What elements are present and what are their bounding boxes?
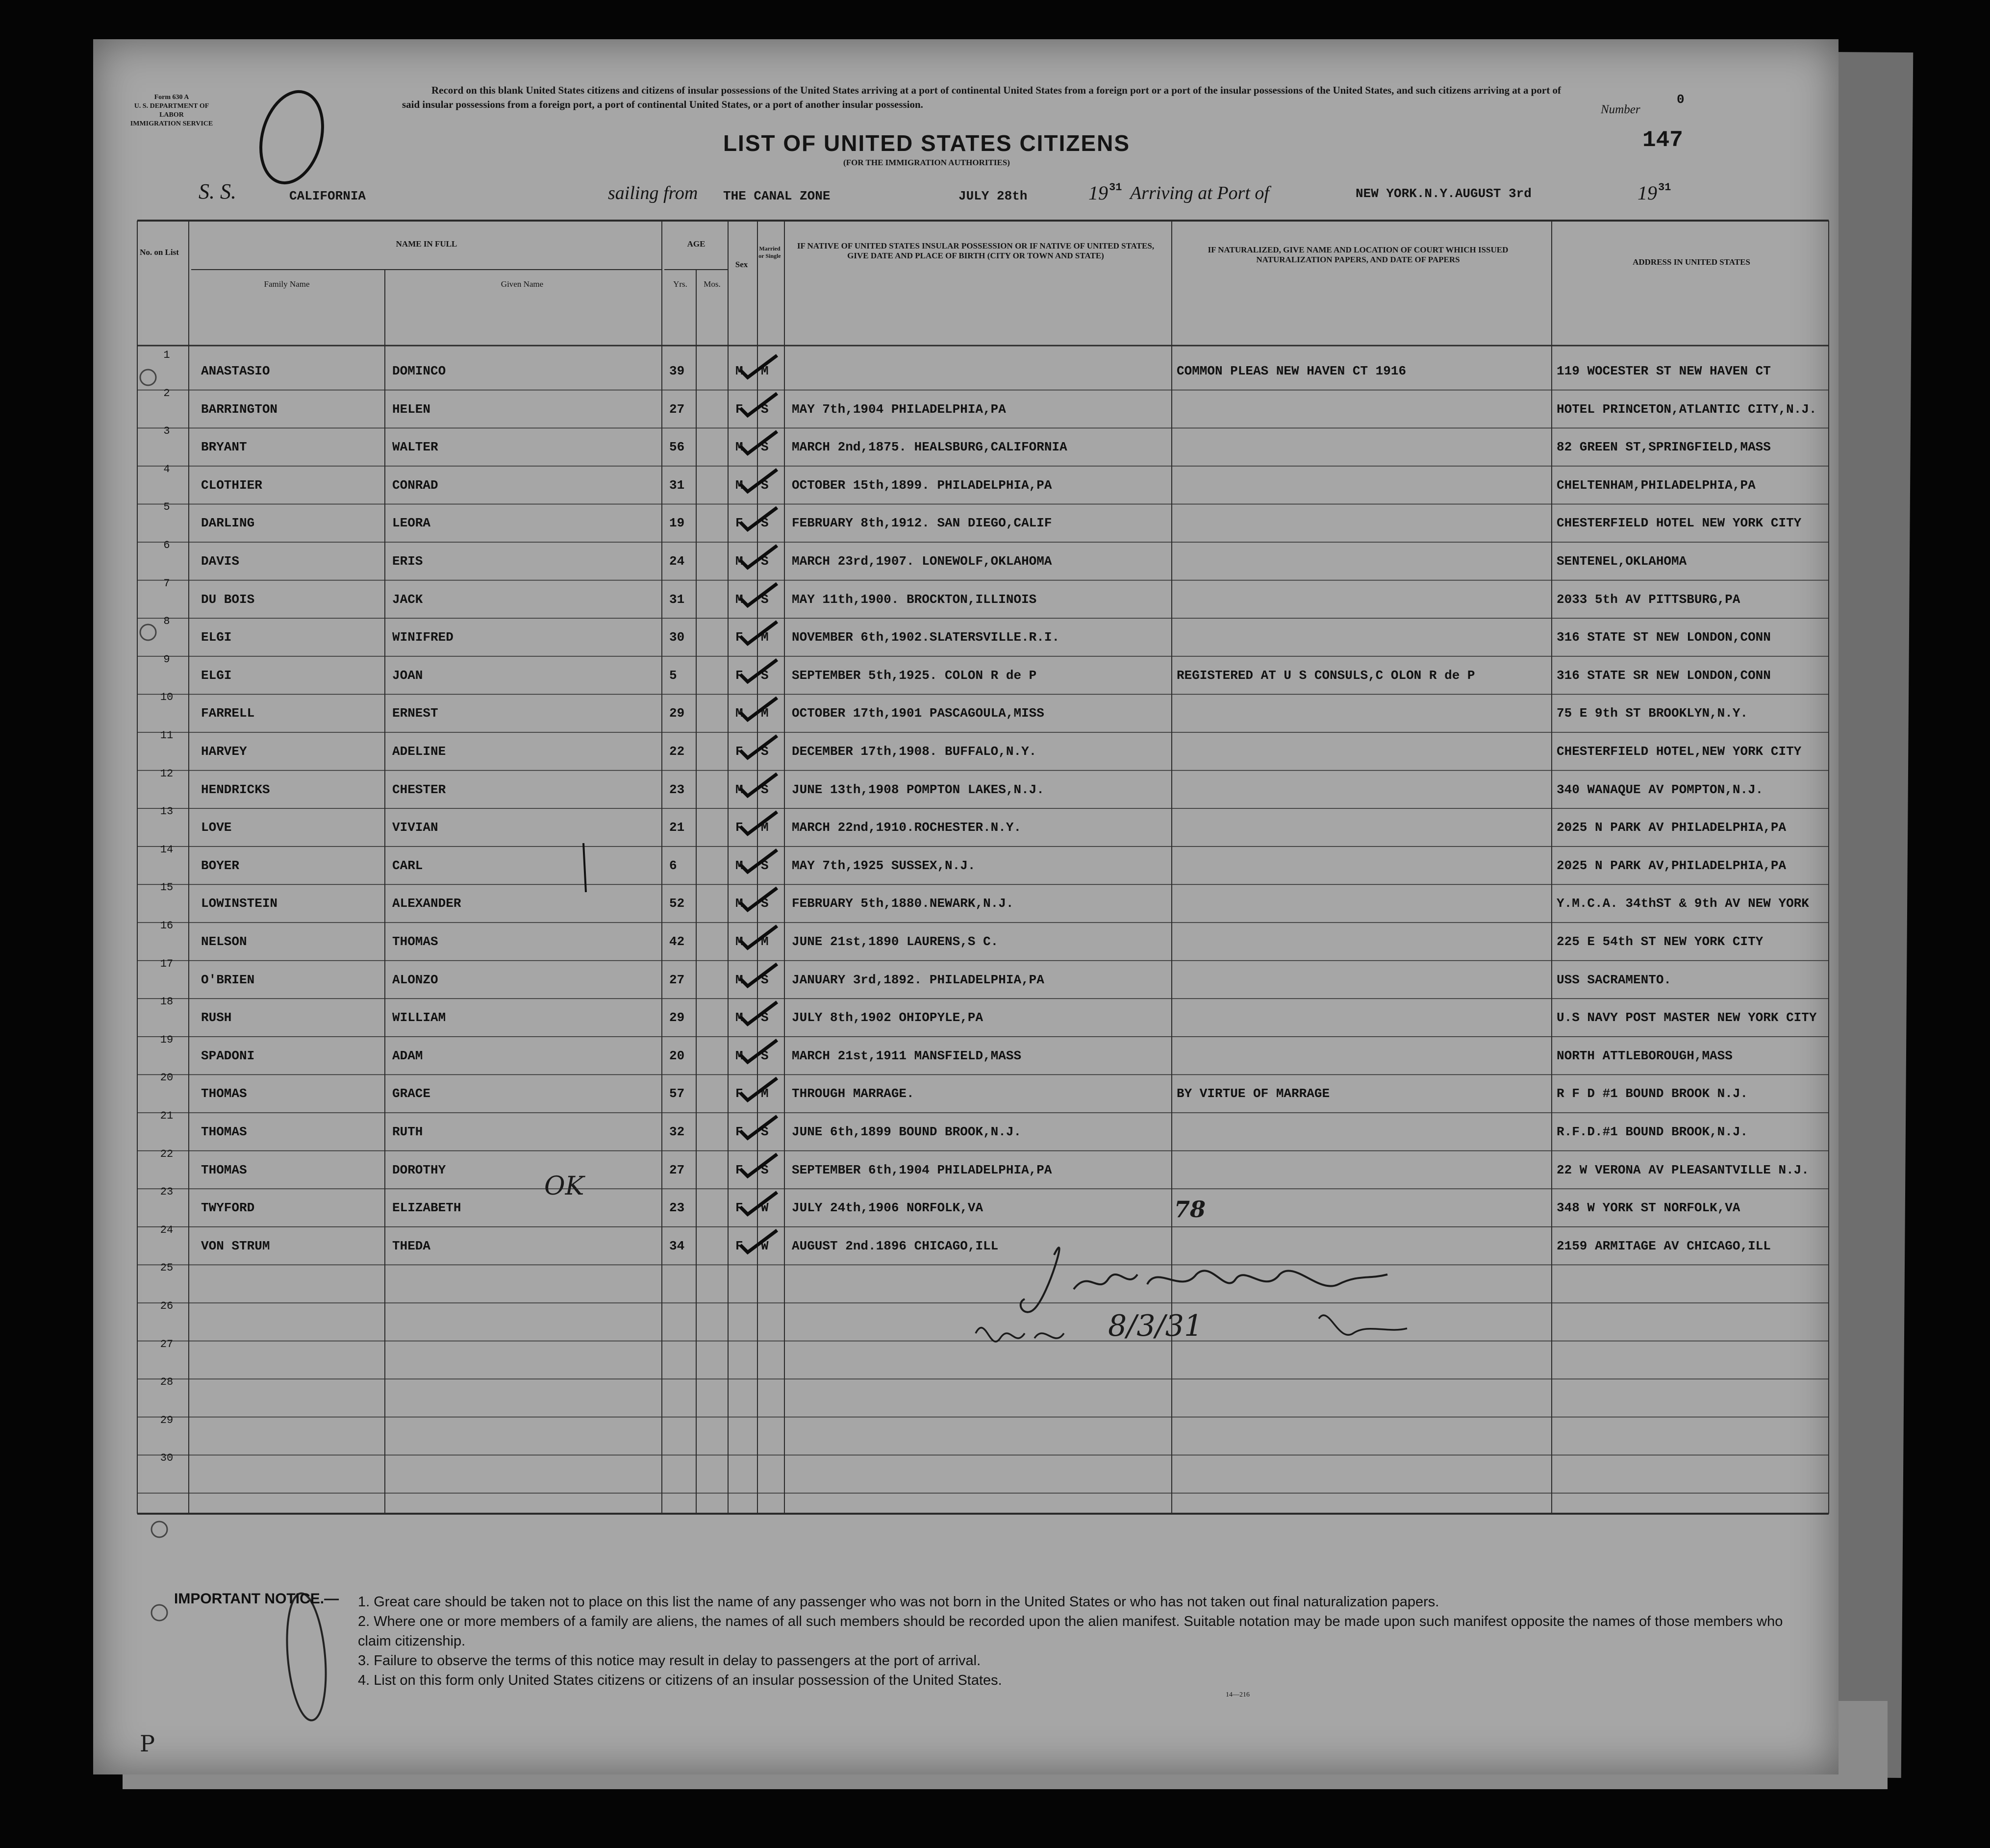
cell-given-name: CHESTER	[392, 782, 446, 797]
cell-age-years: 6	[669, 858, 677, 873]
form-instructions: Record on this blank United States citizens and citizens of insular possessions of the United States arriving at a port of continental United States from a foreign port or a port of the insular possessions of the United States, and such citizens arriving at a port of said insular possessions from a foreign port, a port of continental United States, or a port of another insular possession.	[402, 84, 1561, 110]
cell-address: 22 W VERONA AV PLEASANTVILLE N.J.	[1557, 1162, 1809, 1177]
cell-address: HOTEL PRINCETON,ATLANTIC CITY,N.J.	[1557, 401, 1817, 417]
cell-sex: M	[735, 440, 743, 455]
cell-address: Y.M.C.A. 34thST & 9th AV NEW YORK	[1557, 896, 1809, 911]
header-address: ADDRESS IN UNITED STATES	[1633, 257, 1750, 267]
handwritten-ok-note: OK	[544, 1172, 584, 1201]
form-print-code: 14—216	[1226, 1691, 1250, 1698]
cell-married-single: S	[761, 1162, 769, 1177]
cell-birth: JULY 24th,1906 NORFOLK,VA	[792, 1200, 983, 1216]
cell-sex: F	[735, 516, 743, 531]
cell-sex: F	[735, 1162, 743, 1177]
notice-item-2: 2. Where one or more members of a family are aliens, the names of all such members should be recorded upon the alien manifest. Suitable notation may be made upon such manifest opposite the names of those members who claim citizenship.	[358, 1614, 1783, 1649]
header-age: AGE	[687, 239, 705, 249]
cell-age-years: 29	[669, 706, 685, 721]
cell-married-single: S	[761, 858, 769, 873]
cell-married-single: S	[761, 401, 769, 417]
cell-married-single: S	[761, 516, 769, 531]
cell-birth: JULY 8th,1902 OHIOPYLE,PA	[792, 1010, 983, 1025]
cell-address: 340 WANAQUE AV POMPTON,N.J.	[1557, 782, 1763, 797]
cell-age-years: 20	[669, 1048, 685, 1063]
cell-age-years: 31	[669, 477, 685, 493]
header-sex: Sex	[735, 260, 748, 269]
header-no-on-list: No. on List	[140, 248, 179, 257]
cell-given-name: WILLIAM	[392, 1010, 446, 1025]
cell-birth: MAY 11th,1900. BROCKTON,ILLINOIS	[792, 592, 1037, 607]
departure-year: 31	[1109, 181, 1122, 194]
cell-birth: AUGUST 2nd.1896 CHICAGO,ILL	[792, 1238, 999, 1253]
cell-sex: M	[735, 934, 743, 949]
cell-married-single: M	[761, 364, 769, 378]
cell-given-name: GRACE	[392, 1086, 431, 1101]
cell-married-single: S	[761, 782, 769, 797]
row-number: 23	[160, 1186, 174, 1199]
cell-given-name: ADELINE	[392, 744, 446, 759]
cell-age-years: 52	[669, 896, 685, 911]
row-number: 24	[160, 1224, 174, 1236]
cell-address: 2159 ARMITAGE AV CHICAGO,ILL	[1557, 1238, 1771, 1253]
cell-sex: M	[735, 896, 743, 911]
notice-item-3: 3. Failure to observe the terms of this notice may result in delay to passengers at the port of arrival.	[358, 1653, 981, 1669]
cell-age-years: 19	[669, 516, 685, 531]
ink-bracket-line	[583, 843, 586, 892]
number-value: 0	[1677, 92, 1685, 107]
cell-age-years: 30	[669, 630, 685, 645]
cell-married-single: M	[761, 706, 769, 721]
page-number: 147	[1642, 127, 1683, 153]
row-number: 5	[163, 501, 170, 514]
cell-birth: DECEMBER 17th,1908. BUFFALO,N.Y.	[792, 744, 1037, 759]
cell-married-single: W	[761, 1200, 769, 1216]
punch-hole-2	[140, 624, 156, 640]
arrival-year: 31	[1658, 181, 1671, 194]
cell-address: 82 GREEN ST,SPRINGFIELD,MASS	[1557, 440, 1771, 455]
cell-birth: FEBRUARY 5th,1880.NEWARK,N.J.	[792, 896, 1014, 911]
cell-given-name: ERNEST	[392, 706, 438, 721]
cell-married-single: S	[761, 1124, 769, 1139]
row-number: 9	[163, 653, 170, 666]
cell-address: 2025 N PARK AV PHILADELPHIA,PA	[1557, 820, 1787, 835]
handwritten-marks	[93, 39, 1839, 1774]
row-number: 27	[160, 1338, 174, 1350]
cell-sex: M	[735, 706, 743, 721]
cell-address: USS SACRAMENTO.	[1557, 972, 1672, 987]
cell-birth: SEPTEMBER 5th,1925. COLON R de P	[792, 668, 1037, 683]
cell-birth: OCTOBER 17th,1901 PASCAGOULA,MISS	[792, 706, 1044, 721]
cell-age-years: 34	[669, 1238, 685, 1253]
cell-address: 225 E 54th ST NEW YORK CITY	[1557, 934, 1763, 949]
cell-family-name: RUSH	[201, 1010, 232, 1025]
departure-date: JULY 28th	[958, 189, 1028, 203]
header-family-name: Family Name	[264, 279, 310, 289]
notice-item-4: 4. List on this form only United States citizens or citizens of an insular possession of the United States.	[358, 1673, 1002, 1688]
cell-sex: F	[735, 1086, 743, 1101]
notice-label: IMPORTANT NOTICE.—	[174, 1591, 339, 1607]
cell-family-name: LOWINSTEIN	[201, 896, 278, 911]
cell-birth: MARCH 2nd,1875. HEALSBURG,CALIFORNIA	[792, 440, 1067, 455]
cell-married-single: S	[761, 972, 769, 987]
number-label: Number	[1601, 103, 1640, 116]
cell-sex: F	[735, 401, 743, 417]
row-number: 16	[160, 920, 174, 932]
cell-given-name: DOMINCO	[392, 364, 446, 378]
cell-family-name: VON STRUM	[201, 1238, 270, 1253]
cell-age-years: 29	[669, 1010, 685, 1025]
row-number: 8	[163, 615, 170, 628]
cell-married-single: M	[761, 820, 769, 835]
cell-family-name: DU BOIS	[201, 592, 255, 607]
cell-sex: M	[735, 592, 743, 607]
cell-address: CHELTENHAM,PHILADELPHIA,PA	[1557, 477, 1756, 493]
cell-married-single: M	[761, 934, 769, 949]
cell-address: U.S NAVY POST MASTER NEW YORK CITY	[1557, 1010, 1817, 1025]
cell-given-name: ELIZABETH	[392, 1200, 461, 1216]
cell-family-name: THOMAS	[201, 1124, 247, 1139]
departure-port: THE CANAL ZONE	[723, 189, 831, 203]
cell-address: 316 STATE ST NEW LONDON,CONN	[1557, 630, 1771, 645]
cell-family-name: ELGI	[201, 630, 232, 645]
cell-given-name: ERIS	[392, 554, 423, 569]
cell-age-years: 39	[669, 364, 685, 378]
cell-age-years: 21	[669, 820, 685, 835]
cell-family-name: BRYANT	[201, 440, 247, 455]
cell-age-years: 23	[669, 782, 685, 797]
row-number: 26	[160, 1300, 174, 1312]
row-number: 1	[163, 349, 170, 361]
cell-family-name: TWYFORD	[201, 1200, 255, 1216]
row-number: 2	[163, 387, 170, 400]
cell-family-name: HARVEY	[201, 744, 247, 759]
cell-age-years: 23	[669, 1200, 685, 1216]
cell-given-name: WALTER	[392, 440, 438, 455]
cell-married-single: W	[761, 1238, 769, 1253]
header-name-in-full: NAME IN FULL	[396, 239, 457, 249]
cell-given-name: RUTH	[392, 1124, 423, 1139]
cell-family-name: HENDRICKS	[201, 782, 270, 797]
cell-given-name: JOAN	[392, 668, 423, 683]
cell-address: 2025 N PARK AV,PHILADELPHIA,PA	[1557, 858, 1787, 873]
cell-given-name: DOROTHY	[392, 1162, 446, 1177]
cell-age-years: 32	[669, 1124, 685, 1139]
cell-address: 316 STATE SR NEW LONDON,CONN	[1557, 668, 1771, 683]
form-number: Form 630 A	[154, 94, 189, 101]
form-department: U. S. DEPARTMENT OF LABOR	[134, 102, 209, 119]
handwritten-date: 8/3/31	[1108, 1309, 1203, 1343]
cell-given-name: HELEN	[392, 401, 431, 417]
cell-family-name: CLOTHIER	[201, 477, 262, 493]
margin-mark: P	[140, 1730, 155, 1757]
row-number: 6	[163, 539, 170, 551]
cell-address: CHESTERFIELD HOTEL,NEW YORK CITY	[1557, 744, 1802, 759]
sailing-from-label: sailing from	[608, 183, 698, 203]
cell-family-name: FARRELL	[201, 706, 255, 721]
cell-birth: MAY 7th,1925 SUSSEX,N.J.	[792, 858, 976, 873]
departure-year-prefix: 19	[1088, 182, 1108, 204]
cell-address: NORTH ATTLEBOROUGH,MASS	[1557, 1048, 1733, 1063]
cell-sex: F	[735, 1124, 743, 1139]
cell-birth: JUNE 21st,1890 LAURENS,S C.	[792, 934, 999, 949]
cell-address: CHESTERFIELD HOTEL NEW YORK CITY	[1557, 516, 1802, 531]
document-title: LIST OF UNITED STATES CITIZENS	[723, 130, 1131, 156]
cell-family-name: O'BRIEN	[201, 972, 255, 987]
punch-hole-1	[140, 370, 156, 385]
cell-birth: JUNE 6th,1899 BOUND BROOK,N.J.	[792, 1124, 1022, 1139]
cell-birth: NOVEMBER 6th,1902.SLATERSVILLE.R.I.	[792, 630, 1060, 645]
manifest-page	[93, 39, 1839, 1774]
ink-oval-top	[251, 85, 332, 190]
cell-sex: M	[735, 1048, 743, 1063]
cell-family-name: ELGI	[201, 668, 232, 683]
row-number: 10	[160, 691, 174, 704]
arrival-year-prefix: 19	[1637, 182, 1657, 204]
cell-given-name: LEORA	[392, 516, 431, 531]
cell-sex: M	[735, 554, 743, 569]
cell-family-name: ANASTASIO	[201, 364, 270, 378]
cell-family-name: NELSON	[201, 934, 247, 949]
row-number: 13	[160, 805, 174, 818]
row-number: 11	[160, 729, 174, 742]
cell-given-name: THEDA	[392, 1238, 431, 1253]
row-number: 25	[160, 1262, 174, 1274]
cell-birth: MAY 7th,1904 PHILADELPHIA,PA	[792, 401, 1006, 417]
row-number: 17	[160, 957, 174, 970]
cell-age-years: 27	[669, 401, 685, 417]
cell-sex: F	[735, 630, 743, 645]
cell-married-single: S	[761, 440, 769, 455]
cell-sex: M	[735, 972, 743, 987]
handwritten-78: 78	[1174, 1196, 1206, 1223]
notice-body	[358, 1592, 1804, 1690]
row-number: 4	[163, 463, 170, 475]
cell-birth: JANUARY 3rd,1892. PHILADELPHIA,PA	[792, 972, 1044, 987]
row-number: 21	[160, 1110, 174, 1122]
cell-age-years: 5	[669, 668, 677, 683]
row-number: 3	[163, 425, 170, 438]
cell-married-single: S	[761, 477, 769, 493]
cell-age-years: 31	[669, 592, 685, 607]
cell-given-name: WINIFRED	[392, 630, 453, 645]
form-service: IMMIGRATION SERVICE	[130, 120, 213, 127]
punch-hole-3	[151, 1522, 167, 1537]
cell-address: R.F.D.#1 BOUND BROOK,N.J.	[1557, 1124, 1748, 1139]
cell-married-single: M	[761, 630, 769, 645]
row-number: 22	[160, 1148, 174, 1160]
header-age-months: Mos.	[704, 279, 721, 289]
cell-sex: M	[735, 782, 743, 797]
arriving-label: Arriving at Port of	[1130, 183, 1269, 203]
cell-family-name: DARLING	[201, 516, 255, 531]
row-number: 29	[160, 1414, 174, 1426]
cell-married-single: S	[761, 1048, 769, 1063]
cell-given-name: THOMAS	[392, 934, 438, 949]
cell-sex: M	[735, 858, 743, 873]
cell-married-single: S	[761, 744, 769, 759]
cell-age-years: 22	[669, 744, 685, 759]
row-number: 14	[160, 843, 174, 856]
cell-age-years: 42	[669, 934, 685, 949]
ship-name: CALIFORNIA	[289, 189, 366, 203]
cell-birth: THROUGH MARRAGE.	[792, 1086, 914, 1101]
cell-family-name: BOYER	[201, 858, 240, 873]
cell-married-single: M	[761, 1086, 769, 1101]
cell-sex: F	[735, 744, 743, 759]
punch-hole-4	[151, 1605, 167, 1621]
cell-naturalization: BY VIRTUE OF MARRAGE	[1177, 1086, 1330, 1101]
cell-given-name: VIVIAN	[392, 820, 438, 835]
arrival-port-date: NEW YORK.N.Y.AUGUST 3rd	[1356, 186, 1532, 201]
row-number: 18	[160, 996, 174, 1008]
cell-sex: F	[735, 820, 743, 835]
cell-married-single: S	[761, 592, 769, 607]
cell-family-name: SPADONI	[201, 1048, 255, 1063]
cell-age-years: 56	[669, 440, 685, 455]
cell-sex: M	[735, 1010, 743, 1025]
row-number: 20	[160, 1072, 174, 1084]
ss-label: S. S.	[199, 179, 236, 203]
cell-birth: FEBRUARY 8th,1912. SAN DIEGO,CALIF	[792, 516, 1052, 531]
cell-address: 75 E 9th ST BROOKLYN,N.Y.	[1557, 706, 1748, 721]
cell-birth: SEPTEMBER 6th,1904 PHILADELPHIA,PA	[792, 1162, 1052, 1177]
cell-given-name: CARL	[392, 858, 423, 873]
header-age-years: Yrs.	[673, 279, 687, 289]
cell-given-name: JACK	[392, 592, 423, 607]
cell-address: R F D #1 BOUND BROOK N.J.	[1557, 1086, 1748, 1101]
cell-married-single: S	[761, 554, 769, 569]
row-number: 7	[163, 577, 170, 590]
cell-family-name: THOMAS	[201, 1162, 247, 1177]
cell-family-name: BARRINGTON	[201, 401, 278, 417]
cell-sex: F	[735, 1200, 743, 1216]
row-number: 28	[160, 1376, 174, 1389]
cell-given-name: CONRAD	[392, 477, 438, 493]
cell-birth: MARCH 23rd,1907. LONEWOLF,OKLAHOMA	[792, 554, 1052, 569]
header-given-name: Given Name	[501, 279, 544, 289]
cell-family-name: LOVE	[201, 820, 232, 835]
cell-family-name: DAVIS	[201, 554, 240, 569]
cell-sex: M	[735, 364, 743, 378]
cell-age-years: 57	[669, 1086, 685, 1101]
cell-given-name: ADAM	[392, 1048, 423, 1063]
cell-birth: MARCH 22nd,1910.ROCHESTER.N.Y.	[792, 820, 1022, 835]
cell-age-years: 27	[669, 972, 685, 987]
cell-naturalization: REGISTERED AT U S CONSULS,C OLON R de P	[1177, 668, 1475, 683]
row-number: 19	[160, 1033, 174, 1046]
header-birth: IF NATIVE OF UNITED STATES INSULAR POSSESSION OR IF NATIVE OF UNITED STATES, GIVE DATE AND PLACE OF BIRTH (CITY OR TOWN AND STATE)	[797, 241, 1155, 260]
cell-married-single: S	[761, 668, 769, 683]
cell-birth: MARCH 21st,1911 MANSFIELD,MASS	[792, 1048, 1022, 1063]
cell-birth: OCTOBER 15th,1899. PHILADELPHIA,PA	[792, 477, 1052, 493]
cell-address: 348 W YORK ST NORFOLK,VA	[1557, 1200, 1740, 1216]
cell-family-name: THOMAS	[201, 1086, 247, 1101]
header-married-single: Married or Single	[758, 245, 781, 259]
cell-birth: JUNE 13th,1908 POMPTON LAKES,N.J.	[792, 782, 1044, 797]
row-number: 15	[160, 881, 174, 894]
cell-naturalization: COMMON PLEAS NEW HAVEN CT 1916	[1177, 364, 1407, 378]
ink-oval-notice	[282, 1592, 330, 1722]
cell-sex: M	[735, 477, 743, 493]
notice-item-1: 1. Great care should be taken not to place on this list the name of any passenger who was not born in the United States or who has not taken out final naturalization papers.	[358, 1594, 1439, 1610]
cell-address: SENTENEL,OKLAHOMA	[1557, 554, 1687, 569]
cell-sex: F	[735, 1238, 743, 1253]
row-number: 30	[160, 1452, 174, 1465]
cell-sex: F	[735, 668, 743, 683]
cell-age-years: 24	[669, 554, 685, 569]
header-naturalized: IF NATURALIZED, GIVE NAME AND LOCATION OF COURT WHICH ISSUED NATURALIZATION PAPERS, AND DATE OF PAPERS	[1208, 245, 1509, 264]
cell-address: 2033 5th AV PITTSBURG,PA	[1557, 592, 1740, 607]
row-number: 12	[160, 767, 174, 780]
cell-married-single: S	[761, 896, 769, 911]
document-subtitle: (FOR THE IMMIGRATION AUTHORITIES)	[843, 158, 1010, 167]
cell-married-single: S	[761, 1010, 769, 1025]
cell-age-years: 27	[669, 1162, 685, 1177]
cell-given-name: ALONZO	[392, 972, 438, 987]
cell-address: 119 WOCESTER ST NEW HAVEN CT	[1557, 364, 1771, 378]
cell-given-name: ALEXANDER	[392, 896, 461, 911]
